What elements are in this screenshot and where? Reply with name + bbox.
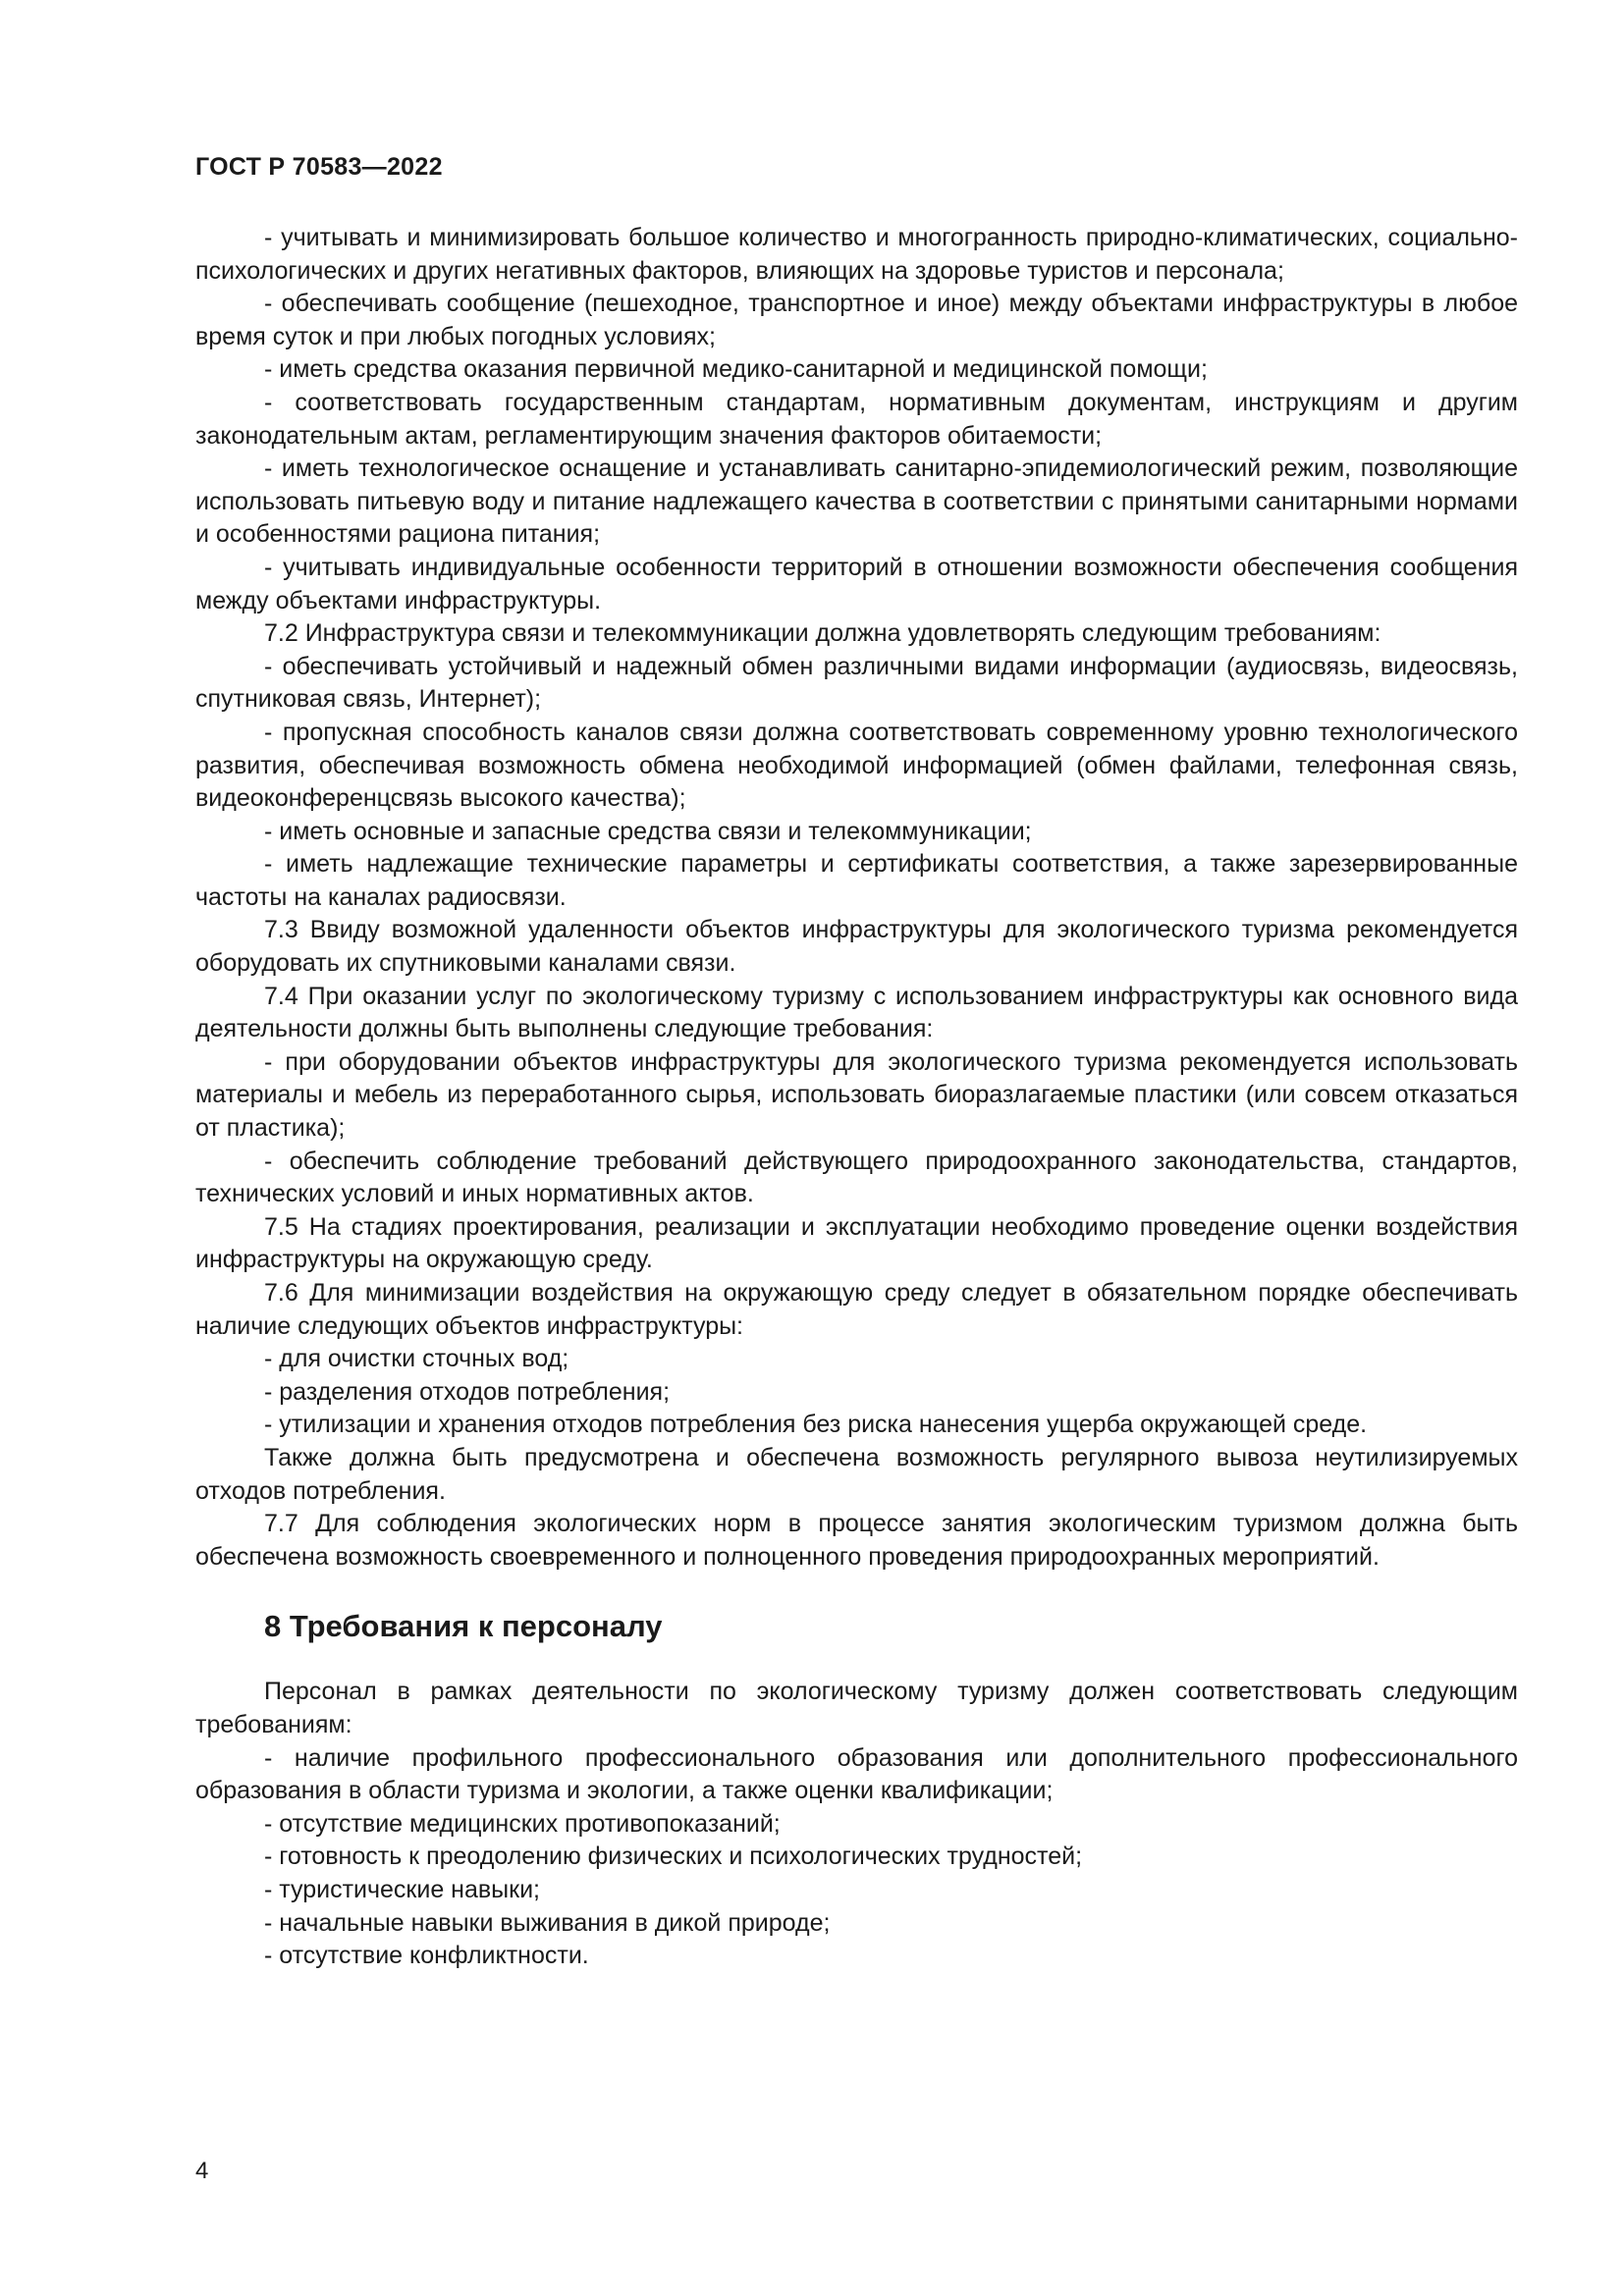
clause-7-4: 7.4 При оказании услуг по экологическому туризму с использованием инфраструктуры как основного вида деятельности должны быть выполнены следующие требования:	[195, 982, 1518, 1043]
paragraph: Персонал в рамках деятельности по экологическому туризму должен соответствовать следующим требованиям:	[195, 1678, 1518, 1738]
paragraph: - обеспечить соблюдение требований действующего природоохранного законодательства, стандартов, технических условий и иных нормативных актов.	[195, 1147, 1518, 1208]
paragraph: - отсутствие конфликтности.	[264, 1942, 589, 1970]
paragraph: - туристические навыки;	[264, 1875, 540, 1903]
paragraph: - отсутствие медицинских противопоказаний;	[264, 1809, 781, 1838]
paragraph: - иметь средства оказания первичной медико-санитарной и медицинской помощи;	[264, 355, 1208, 384]
paragraph: - иметь технологическое оснащение и устанавливать санитарно-эпидемиологический режим, позволяющие использовать питьевую воду и питание надлежащего качества в соответствии с принятыми санитарными нормами и особенностями рациона питания;	[195, 454, 1518, 549]
document-header: ГОСТ Р 70583—2022	[195, 153, 443, 181]
paragraph: - разделения отходов потребления;	[264, 1377, 671, 1406]
paragraph: - готовность к преодолению физических и психологических трудностей;	[264, 1842, 1083, 1871]
page-number: 4	[195, 2158, 209, 2184]
paragraph: - пропускная способность каналов связи должна соответствовать современному уровню технологического развития, обеспечивая возможность обмена необходимой информацией (обмен файлами, телефонная связь, видеоконференцсвязь высокого качества);	[195, 718, 1518, 813]
paragraph: - начальные навыки выживания в дикой природе;	[264, 1908, 831, 1937]
paragraph: - учитывать и минимизировать большое количество и многогранность природно-климатических, социально-психологических и других негативных факторов, влияющих на здоровье туристов и персонала;	[195, 224, 1518, 285]
paragraph: - для очистки сточных вод;	[264, 1345, 569, 1373]
section-7-continuation	[195, 222, 1518, 1574]
paragraph: - иметь надлежащие технические параметры и сертификаты соответствия, а также зарезервированные частоты на каналах радиосвязи.	[195, 850, 1518, 911]
paragraph: - учитывать индивидуальные особенности территорий в отношении возможности обеспечения сообщения между объектами инфраструктуры.	[195, 553, 1518, 614]
paragraph: Также должна быть предусмотрена и обеспечена возможность регулярного вывоза неутилизируемых отходов потребления.	[195, 1443, 1518, 1505]
paragraph: - при оборудовании объектов инфраструктуры для экологического туризма рекомендуется использовать материалы и мебель из переработанного сырья, использовать биоразлагаемые пластики (или совсем отказаться от пластика);	[195, 1047, 1518, 1143]
paragraph: - наличие профильного профессионального образования или дополнительного профессионального образования в области туризма и экологии, а также оценки квалификации;	[195, 1743, 1518, 1805]
clause-7-7: 7.7 Для соблюдения экологических норм в процессе занятия экологическим туризмом должна быть обеспечена возможность своевременного и полноценного проведения природоохранных мероприятий.	[195, 1510, 1518, 1571]
clause-7-5: 7.5 На стадиях проектирования, реализации и эксплуатации необходимо проведение оценки воздействия инфраструктуры на окружающую среду.	[195, 1212, 1518, 1274]
main-content	[195, 222, 1518, 1973]
paragraph: - утилизации и хранения отходов потребления без риска нанесения ущерба окружающей среде.	[264, 1411, 1368, 1439]
paragraph: - обеспечивать устойчивый и надежный обмен различными видами информации (аудиосвязь, видеосвязь, спутниковая связь, Интернет);	[195, 652, 1518, 714]
clause-7-3: 7.3 Ввиду возможной удаленности объектов инфраструктуры для экологического туризма рекомендуется оборудовать их спутниковыми каналами связи.	[195, 916, 1518, 978]
section-8-body	[195, 1676, 1518, 1972]
paragraph: - соответствовать государственным стандартам, нормативным документам, инструкциям и другим законодательным актам, регламентирующим значения факторов обитаемости;	[195, 388, 1518, 450]
clause-7-2: 7.2 Инфраструктура связи и телекоммуникации должна удовлетворять следующим требованиям:	[264, 619, 1381, 648]
paragraph: - обеспечивать сообщение (пешеходное, транспортное и иное) между объектами инфраструктуры в любое время суток и при любых погодных условиях;	[195, 290, 1518, 350]
section-8-title: 8 Требования к персоналу	[264, 1609, 663, 1644]
clause-7-6: 7.6 Для минимизации воздействия на окружающую среду следует в обязательном порядке обеспечивать наличие следующих объектов инфраструктуры:	[195, 1279, 1518, 1340]
paragraph: - иметь основные и запасные средства связи и телекоммуникации;	[264, 817, 1032, 845]
